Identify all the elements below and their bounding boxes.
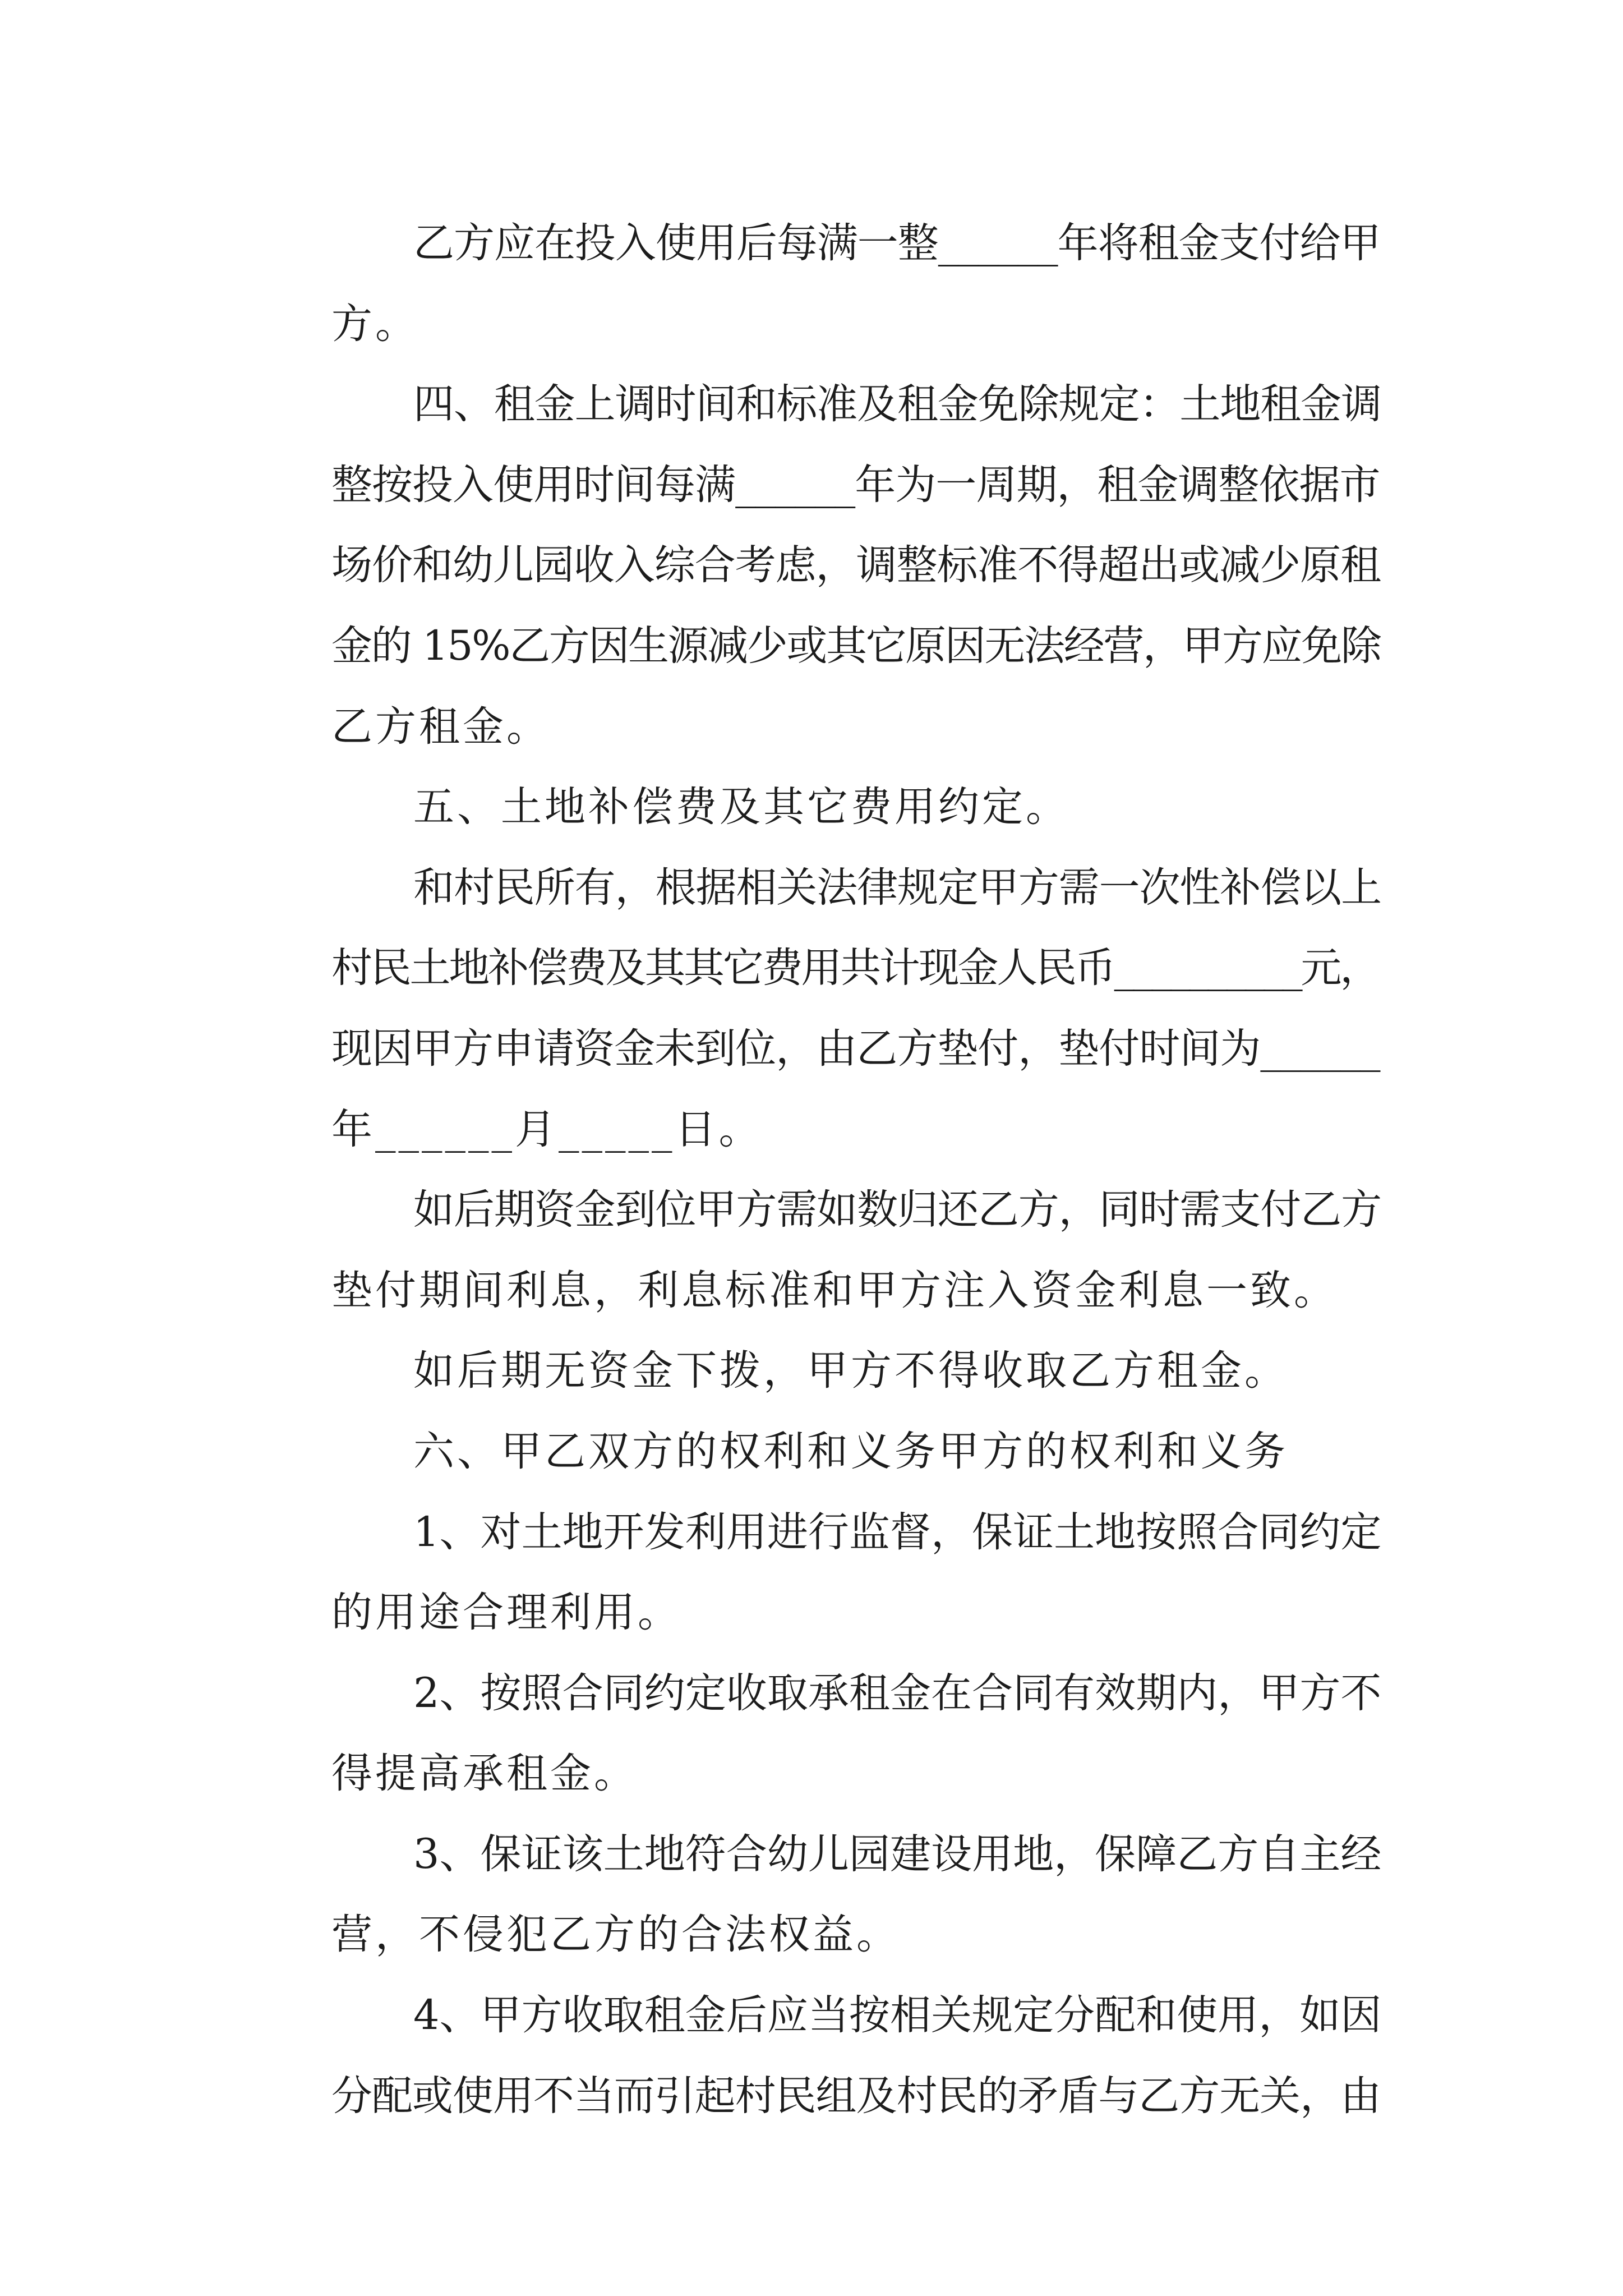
paragraph (250, 1492, 1388, 1653)
text-line: 如后期无资金下拨，甲方不得收取乙方租金。 (413, 1347, 1288, 1395)
text-line: 四、租金上调时间和标准及租金免除规定：土地租金调 (413, 380, 1381, 429)
text-line: 营，不侵犯乙方的合法权益。 (331, 1911, 900, 1959)
text-line: 六、甲乙双方的权利和义务甲方的权利和义务 (413, 1427, 1288, 1475)
text-line: 的用途合理利用。 (331, 1589, 681, 1637)
text-line: 得提高承租金。 (331, 1750, 638, 1798)
text-line: 五、土地补偿费及其它费用约定。 (413, 783, 1069, 831)
text-line: 金的 15%乙方因生源减少或其它原因无法经营，甲方应免除 (331, 622, 1381, 670)
text-line: 现因甲方申请资金未到位，由乙方垫付，垫付时间为______ (331, 1024, 1380, 1073)
paragraph (250, 1170, 1388, 1331)
text-line: 年______月_____日。 (331, 1105, 763, 1153)
text-line: 如后期资金到位甲方需如数归还乙方，同时需支付乙方 (413, 1186, 1381, 1234)
paragraph (250, 1411, 1388, 1492)
text-line: 2、按照合同约定收取承租金在合同有效期内，甲方不 (413, 1669, 1382, 1717)
text-line: 4、甲方收取租金后应当按相关规定分配和使用，如因 (413, 1991, 1382, 2040)
text-line: 乙方租金。 (331, 702, 550, 751)
text-line: 场价和幼儿园收入综合考虑，调整标准不得超出或减少原租 (331, 541, 1381, 590)
paragraph (250, 848, 1388, 1170)
text-line: 乙方应在投入使用后每满一整______年将租金支付给甲 (413, 219, 1381, 267)
paragraph (250, 1653, 1388, 1814)
text-line: 和村民所有，根据相关法律规定甲方需一次性补偿以上 (413, 863, 1381, 912)
paragraph (250, 1975, 1388, 2136)
text-line: 村民土地补偿费及其其它费用共计现金人民币__________元， (331, 944, 1379, 992)
paragraph (250, 364, 1388, 767)
paragraph (250, 1331, 1388, 1411)
paragraph (250, 767, 1388, 848)
paragraph (250, 203, 1388, 364)
text-line: 整按投入使用时间每满______年为一周期，租金调整依据市 (331, 461, 1380, 509)
text-line: 分配或使用不当而引起村民组及村民的矛盾与乙方无关，由 (331, 2072, 1381, 2120)
text-line: 3、保证该土地符合幼儿园建设用地，保障乙方自主经 (413, 1830, 1382, 1878)
text-line: 垫付期间利息，利息标准和甲方注入资金利息一致。 (331, 1266, 1338, 1314)
paragraph (250, 1814, 1388, 1975)
document-page (250, 203, 1388, 2136)
text-line: 方。 (331, 300, 419, 348)
text-line: 1、对土地开发利用进行监督，保证土地按照合同约定 (413, 1508, 1382, 1556)
